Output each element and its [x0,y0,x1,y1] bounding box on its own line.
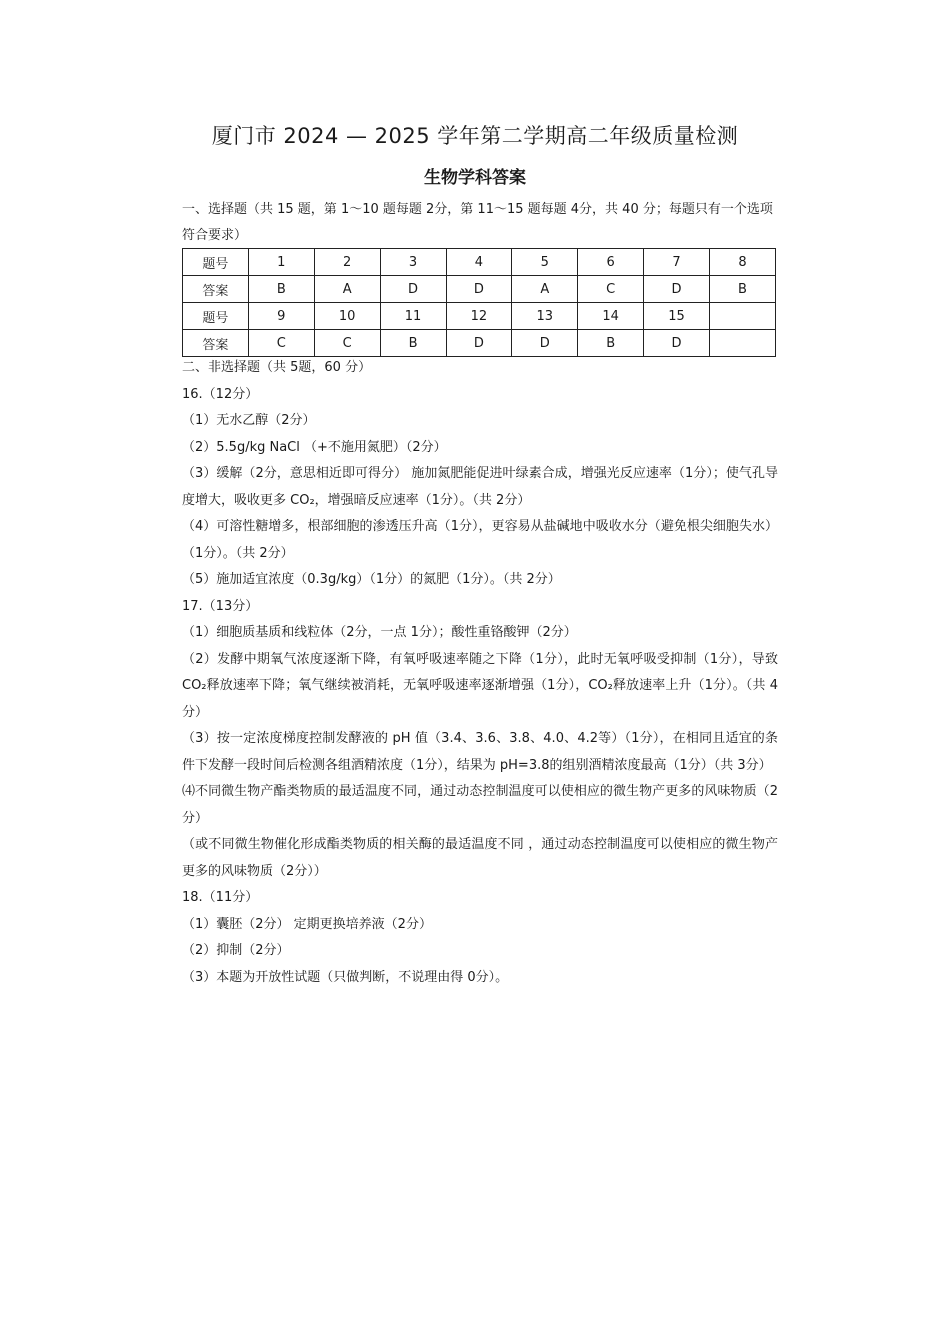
table-cell: C [314,330,380,357]
page-title: 厦门市 2024 — 2025 学年第二学期高二年级质量检测 [211,124,739,148]
table-cell: 11 [380,303,446,330]
table-row-header: 答案 [183,276,249,303]
table-cell: 4 [446,249,512,276]
table-cell: D [512,330,578,357]
answer-line: （4）可溶性糖增多，根部细胞的渗透压升高（1分），更容易从盐碱地中吸收水分（避免根尖细胞失水）（1分）。（共 2分） [182,519,778,561]
table-cell [710,303,776,330]
answer-line: （5）施加适宜浓度（0.3g/kg）（1分）的氮肥（1分）。（共 2分） [182,572,561,587]
table-cell: 12 [446,303,512,330]
table-cell: 1 [248,249,314,276]
table-row-header: 题号 [183,249,249,276]
table-cell: 14 [578,303,644,330]
answer-line: 17.（13分） [182,598,259,614]
table-cell: D [644,330,710,357]
table-row-header: 题号 [183,303,249,330]
table-cell: B [710,276,776,303]
answer-line: （1）囊胚（2分） 定期更换培养液（2分） [182,916,432,932]
table-cell: 10 [314,303,380,330]
table-cell: 9 [248,303,314,330]
answer-line: （1）无水乙醇（2分） [182,413,316,428]
table-cell: 5 [512,249,578,276]
table-cell: 7 [644,249,710,276]
table-row-header: 答案 [183,330,249,357]
table-row [183,303,776,330]
table-cell: B [380,330,446,357]
answer-line: （2）发酵中期氧气浓度逐渐下降，有氧呼吸速率随之下降（1分），此时无氧呼吸受抑制（1分），导致 CO₂释放速率下降；氧气继续被消耗，无氧呼吸速率逐渐增强（1分），CO₂释放速率上升（1分）。（共 4分） [182,651,778,720]
table-cell: C [578,276,644,303]
table-cell: 13 [512,303,578,330]
table-cell: 3 [380,249,446,276]
answer-line: （3）本题为开放性试题（只做判断，不说理由得 0分）。 [182,969,509,985]
answer-line: （或不同微生物催化形成酯类物质的相关酶的最适温度不同 ，通过动态控制温度可以使相应的微生物产更多的风味物质（2分）） [182,837,778,879]
table-cell: D [446,276,512,303]
table-cell: 2 [314,249,380,276]
table-cell: C [248,330,314,357]
answer-line: 18.（11分） [182,890,259,905]
table-cell: 6 [578,249,644,276]
table-cell: 15 [644,303,710,330]
answer-line: （3）按一定浓度梯度控制发酵液的 pH 值（3.4、3.6、3.8、4.0、4.2等）（1分），在相同且适宜的条件下发酵一段时间后检测各组酒精浓度（1分），结果为 pH=3.8的组别酒精浓度最高（1分）（共 3分） [182,731,778,773]
table-cell: A [314,276,380,303]
table-cell: 8 [710,249,776,276]
answer-line: （3）缓解（2分，意思相近即可得分） 施加氮肥能促进叶绿素合成，增强光反应速率（1分）；使气孔导度增大，吸收更多 CO₂，增强暗反应速率（1分）。（共 2分） [182,466,778,508]
answer-table [182,248,776,357]
table-row [183,330,776,357]
answer-line: 二、非选择题（共 5题，60 分） [182,360,372,375]
answer-line: （2）抑制（2分） [182,943,290,958]
table-cell: D [644,276,710,303]
table-cell: B [248,276,314,303]
table-cell: B [578,330,644,357]
answer-body [182,355,778,991]
table-row [183,276,776,303]
answer-line: ⑷不同微生物产酯类物质的最适温度不同，通过动态控制温度可以使相应的微生物产更多的风味物质（2分） [182,784,778,826]
answer-line: （2）5.5g/kg NaCl （+不施用氮肥）（2分） [182,439,447,455]
table-cell: D [380,276,446,303]
section1-header: 一、选择题（共 15 题，第 1～10 题每题 2分，第 11～15 题每题 4分，共 40 分；每题只有一个选项符合要求） [182,202,773,243]
table-cell: D [446,330,512,357]
table-row [183,249,776,276]
table-cell: A [512,276,578,303]
table-cell [710,330,776,357]
answer-line: （1）细胞质基质和线粒体（2分，一点 1分）；酸性重铬酸钾（2分） [182,625,577,640]
answer-line: 16.（12分） [182,386,259,402]
page-subtitle: 生物学科答案 [424,168,526,188]
